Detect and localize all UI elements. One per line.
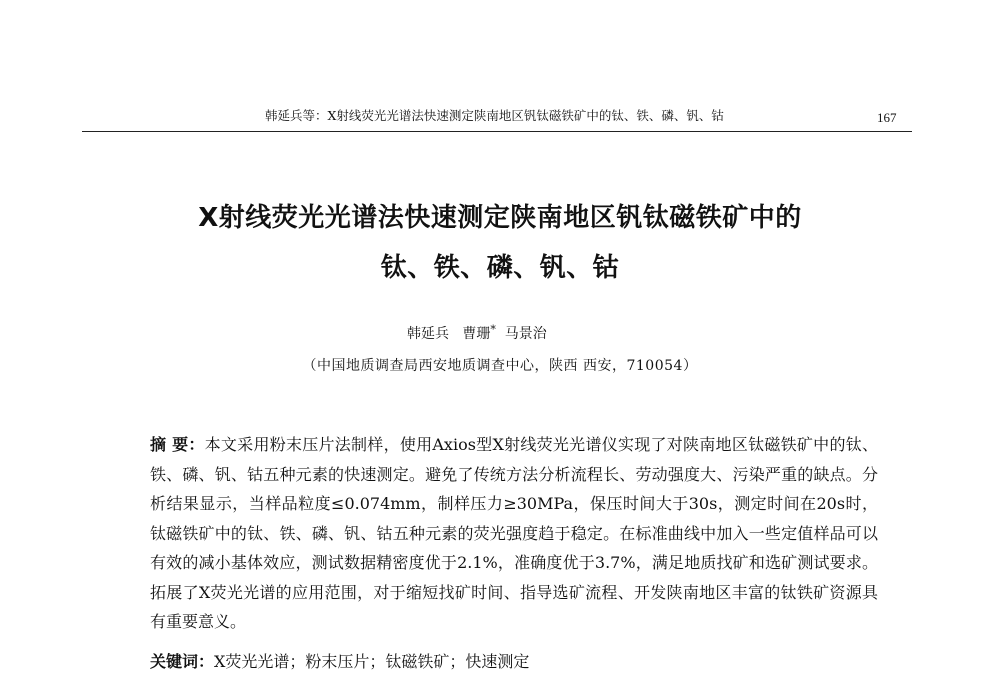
keywords-text: X荧光光谱；粉末压片；钛磁铁矿；快速测定	[214, 652, 530, 671]
abstract-text: 本文采用粉末压片法制样，使用Axios型X射线荧光光谱仪实现了对陕南地区钛磁铁矿中的钛、铁、磷、钒、钴五种元素的快速测定。避免了传统方法分析流程长、劳动强度大、污染严重的缺点。分析结果显示，当样品粒度≤0.074mm，制样压力≥30MPa，保压时间大于30s，测定时间在20s时，钛磁铁矿中的钛、铁、磷、钒、钴五种元素的荧光强度趋于稳定。在标准曲线中加入一些定值样品可以有效的减小基体效应，测试数据精密度优于2.1%，准确度优于3.7%，满足地质找矿和选矿测试要求。拓展了X荧光光谱的应用范围，对于缩短找矿时间、指导选矿流程、开发陕南地区丰富的钛铁矿资源具有重要意义。	[150, 435, 878, 631]
page-number: 167	[877, 110, 897, 125]
paper-title-line-1: X射线荧光光谱法快速测定陕南地区钒钛磁铁矿中的	[198, 203, 802, 233]
keywords	[150, 650, 878, 674]
corresponding-author-mark: *	[490, 323, 496, 336]
author-name: 曹珊	[462, 326, 491, 342]
paper-title-line-2: 钛、铁、磷、钒、钴	[380, 253, 620, 283]
header-rule	[82, 131, 912, 132]
affiliation: （中国地质调查局西安地质调查中心，陕西 西安，710054）	[302, 358, 698, 374]
author-name: 马景治	[504, 326, 547, 342]
abstract-label: 摘 要：	[150, 435, 205, 454]
running-head: 韩延兵等：X射线荧光光谱法快速测定陕南地区钒钛磁铁矿中的钛、铁、磷、钒、钴	[265, 108, 724, 123]
abstract	[150, 430, 878, 637]
author-list	[407, 323, 547, 343]
author-name: 韩延兵	[407, 326, 449, 342]
keywords-label: 关键词：	[150, 652, 215, 671]
